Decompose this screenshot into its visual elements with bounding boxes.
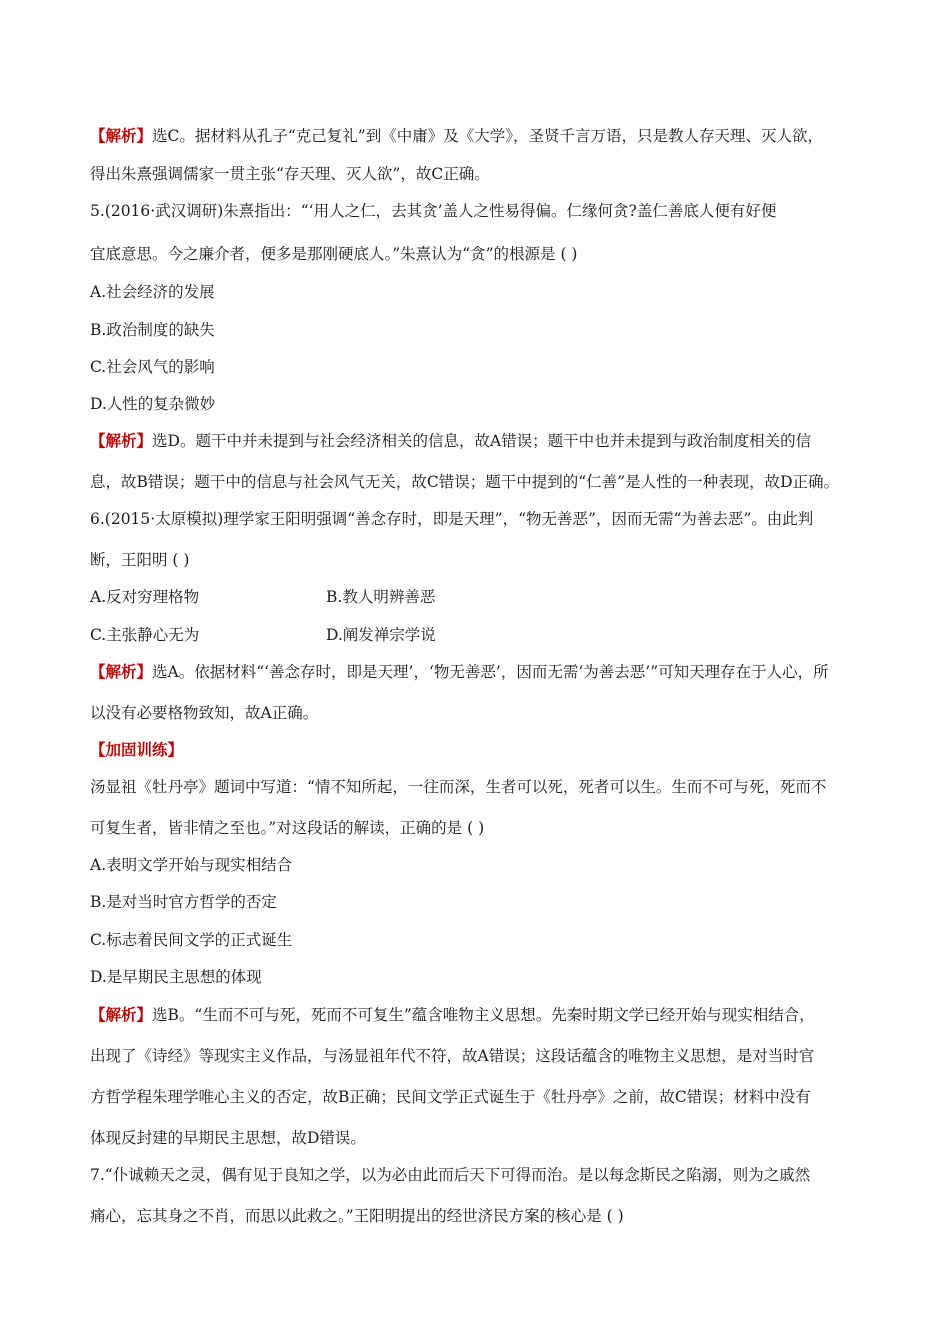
- option-c: C.社会风气的影响: [90, 358, 215, 376]
- option-d: D.阐发禅宗学说: [326, 626, 436, 644]
- analysis-text: 选D。题干中并未提到与社会经济相关的信息，故A错误；题干中也并未提到与政治制度相关的信: [152, 432, 812, 450]
- option-a: A.社会经济的发展: [90, 283, 215, 301]
- option-d: D.是早期民主思想的体现: [90, 968, 262, 986]
- option-a: A.反对穷理格物: [90, 588, 200, 606]
- analysis-text: 息，故B错误；题干中的信息与社会风气无关，故C错误；题干中提到的“仁善”是人性的一种表现，故D正确。: [90, 473, 840, 491]
- analysis-tag: 【解析】: [90, 431, 153, 450]
- analysis-text: 出现了《诗经》等现实主义作品，与汤显祖年代不符，故A错误；这段话蕴含的唯物主义思想，是对当时官: [90, 1047, 815, 1065]
- analysis-text: 方哲学程朱理学唯心主义的否定，故B正确；民间文学正式诞生于《牡丹亭》之前，故C错误；材料中没有: [90, 1088, 811, 1106]
- answer-analysis-4: [90, 126, 862, 146]
- answer-analysis-6: [90, 662, 862, 682]
- question-6-stem: 断，王阳明 ( ): [90, 551, 190, 569]
- options-row-2: [90, 625, 862, 645]
- question-5-stem: 5.(2016·武汉调研)朱熹指出：“‘用人之仁，去其贪’盖人之性易得偏。仁缘何贪?盖仁善底人便有好便: [90, 202, 777, 220]
- analysis-text: 选C。据材料从孔子“克己复礼”到《中庸》及《大学》，圣贤千言万语，只是教人存天理、灭人欲，: [152, 127, 823, 145]
- option-d: D.人性的复杂微妙: [90, 395, 216, 413]
- analysis-tag: 【解析】: [90, 126, 153, 145]
- analysis-tag: 【解析】: [90, 662, 153, 681]
- section-heading-reinforcement: 【加固训练】: [90, 740, 184, 759]
- question-7-stem: 7.“仆诚赖天之灵，偶有见于良知之学，以为必由此而后天下可得而治。是以每念斯民之陷溺，则为之戚然: [90, 1166, 811, 1184]
- analysis-text: 选B。“生而不可与死，死而不可复生”蕴含唯物主义思想。先秦时期文学已经开始与现实相结合，: [152, 1006, 815, 1024]
- answer-analysis-5: [90, 431, 862, 451]
- option-b: B.政治制度的缺失: [90, 321, 215, 339]
- reinforcement-question-stem: 汤显祖《牡丹亭》题词中写道：“情不知所起，一往而深，生者可以死，死者可以生。生而不可与死，死而不: [90, 778, 827, 796]
- analysis-tag: 【解析】: [90, 1005, 153, 1024]
- analysis-text: 以没有必要格物致知，故A正确。: [90, 704, 319, 722]
- option-c: C.标志着民间文学的正式诞生: [90, 931, 293, 949]
- question-5-stem: 宜底意思。今之廉介者，便多是那刚硬底人。”朱熹认为“贪”的根源是 ( ): [90, 245, 578, 263]
- analysis-text: 得出朱熹强调儒家一贯主张“存天理、灭人欲”，故C正确。: [90, 165, 490, 183]
- option-b: B.是对当时官方哲学的否定: [90, 893, 277, 911]
- options-row-1: [90, 587, 862, 607]
- option-c: C.主张静心无为: [90, 626, 200, 644]
- option-b: B.教人明辨善恶: [326, 588, 436, 606]
- analysis-text: 选A。依据材料“‘善念存时，即是天理’，‘物无善恶’，因而无需‘为善去恶’”可知天理存在于人心，所: [152, 663, 829, 681]
- option-a: A.表明文学开始与现实相结合: [90, 856, 293, 874]
- reinforcement-question-stem: 可复生者，皆非情之至也。”对这段话的解读，正确的是 ( ): [90, 819, 485, 837]
- answer-analysis-reinforcement: [90, 1005, 862, 1025]
- question-7-stem: 痛心，忘其身之不肖，而思以此救之。”王阳明提出的经世济民方案的核心是 ( ): [90, 1207, 624, 1225]
- analysis-text: 体现反封建的早期民主思想，故D错误。: [90, 1129, 366, 1147]
- question-6-stem: 6.(2015·太原模拟)理学家王阳明强调“善念存时，即是天理”，“物无善恶”，因而无需“为善去恶”。由此判: [90, 510, 814, 528]
